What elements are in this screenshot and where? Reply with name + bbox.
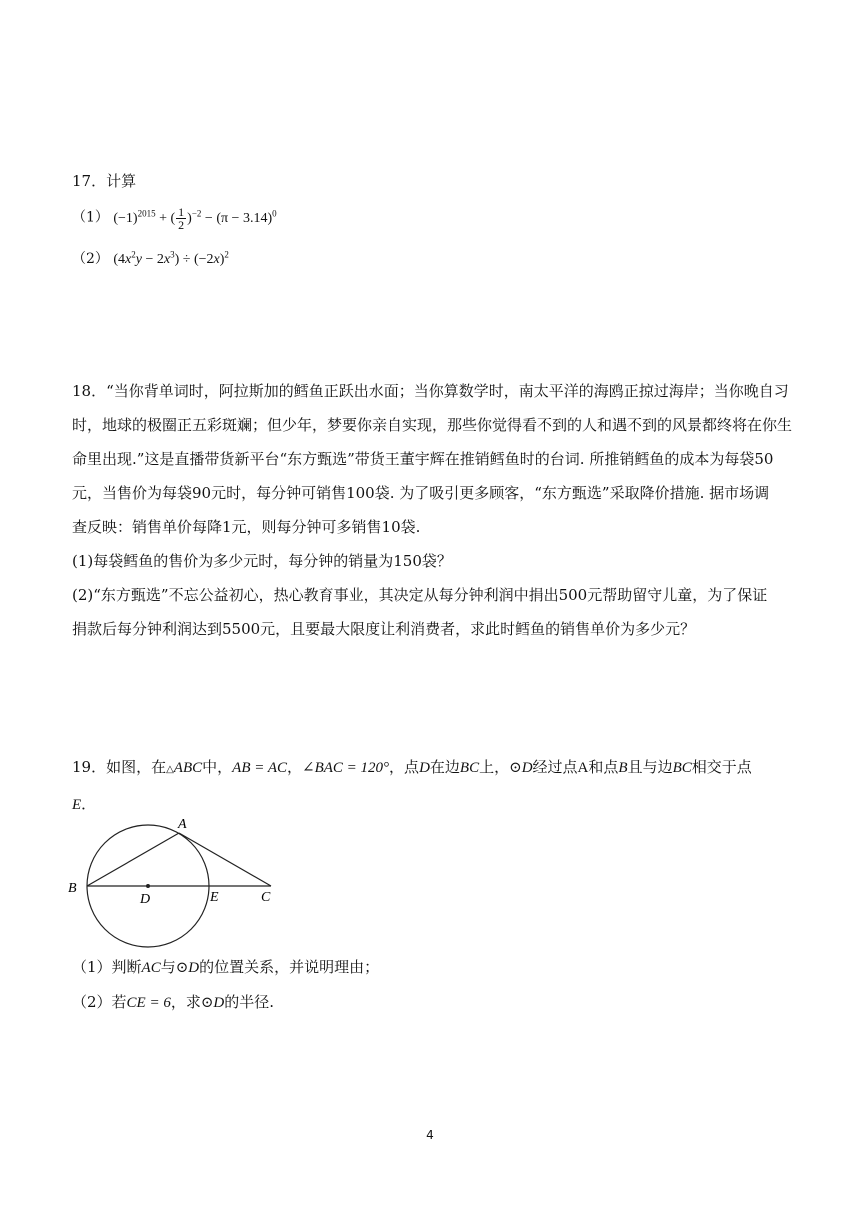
label-d: D	[140, 892, 151, 907]
q18-line-3: 命里出现.”这是直播带货新平台“东方甄选”带货王董宇辉在推销鳕鱼时的台词. 所推销鳕鱼的成本为每袋50	[72, 450, 774, 468]
label-c: C	[261, 890, 271, 905]
q19-subquestion-1: （1）判断AC与⊙D的位置关系，并说明理由；	[72, 958, 380, 976]
q19-subquestion-2: （2）若CE = 6，求⊙D的半径.	[72, 993, 275, 1011]
segment-ac	[179, 833, 271, 886]
q18-line-1: 18．“当你背单词时，阿拉斯加的鳕鱼正跃出水面；当你算数学时，南太平洋的海鸥正掠过海岸；当你晚自习	[72, 382, 789, 400]
q19-intro-line-1: 19．如图，在△ABC中，AB = AC，∠BAC = 120°，点D在边BC上，⊙D经过点A和点B且与边BC相交于点	[72, 758, 752, 776]
q17-part1	[72, 206, 792, 231]
q18-line-2: 时，地球的极圈正五彩斑斓；但少年，梦要你亲自实现，那些你觉得看不到的人和遇不到的风景都终将在你生	[72, 416, 793, 434]
q17-part1-expression: $(-1)^{2015}$ + ( $\frac{1}{2}$ )$^{-2} - (\pi - 3.14)^0$	[113, 205, 277, 232]
q18-subquestion-2-line-2: 捐款后每分钟利润达到5500元，且要最大限度让利消费者，求此时鳕鱼的销售单价为多少元？	[72, 620, 696, 638]
page-number: 4	[426, 1128, 434, 1142]
label-e: E	[210, 890, 219, 905]
label-b: B	[68, 881, 77, 896]
q19-geometry-diagram	[60, 812, 290, 962]
q18-block	[72, 374, 792, 646]
q19-intro-line-2: E．	[72, 795, 97, 813]
q19-subquestions	[72, 950, 792, 1020]
q17-part2	[72, 248, 792, 268]
center-point-d	[146, 884, 150, 888]
q18-subquestion-2-line-1: (2)“东方甄选”不忘公益初心，热心教育事业，其决定从每分钟利润中捐出500元帮助留守儿童，为了保证	[72, 586, 768, 604]
q17-part1-label: （1）	[72, 209, 109, 226]
segment-ab	[87, 833, 179, 886]
q17-heading: 17．计算	[72, 172, 137, 190]
q17-part2-label: （2）	[72, 251, 109, 267]
q17-part2-expression: $(4x^2y - 2x^3) \div (-2x)^2$	[113, 249, 229, 267]
q18-subquestion-1: (1)每袋鳕鱼的售价为多少元时，每分钟的销量为150袋？	[72, 552, 452, 570]
label-a: A	[178, 817, 187, 832]
q18-line-5: 查反映：销售单价每降1元，则每分钟可多销售10袋.	[72, 518, 421, 536]
q18-line-4: 元，当售价为每袋90元时，每分钟可销售100袋. 为了吸引更多顾客，“东方甄选”采取降价措施. 据市场调	[72, 484, 770, 502]
